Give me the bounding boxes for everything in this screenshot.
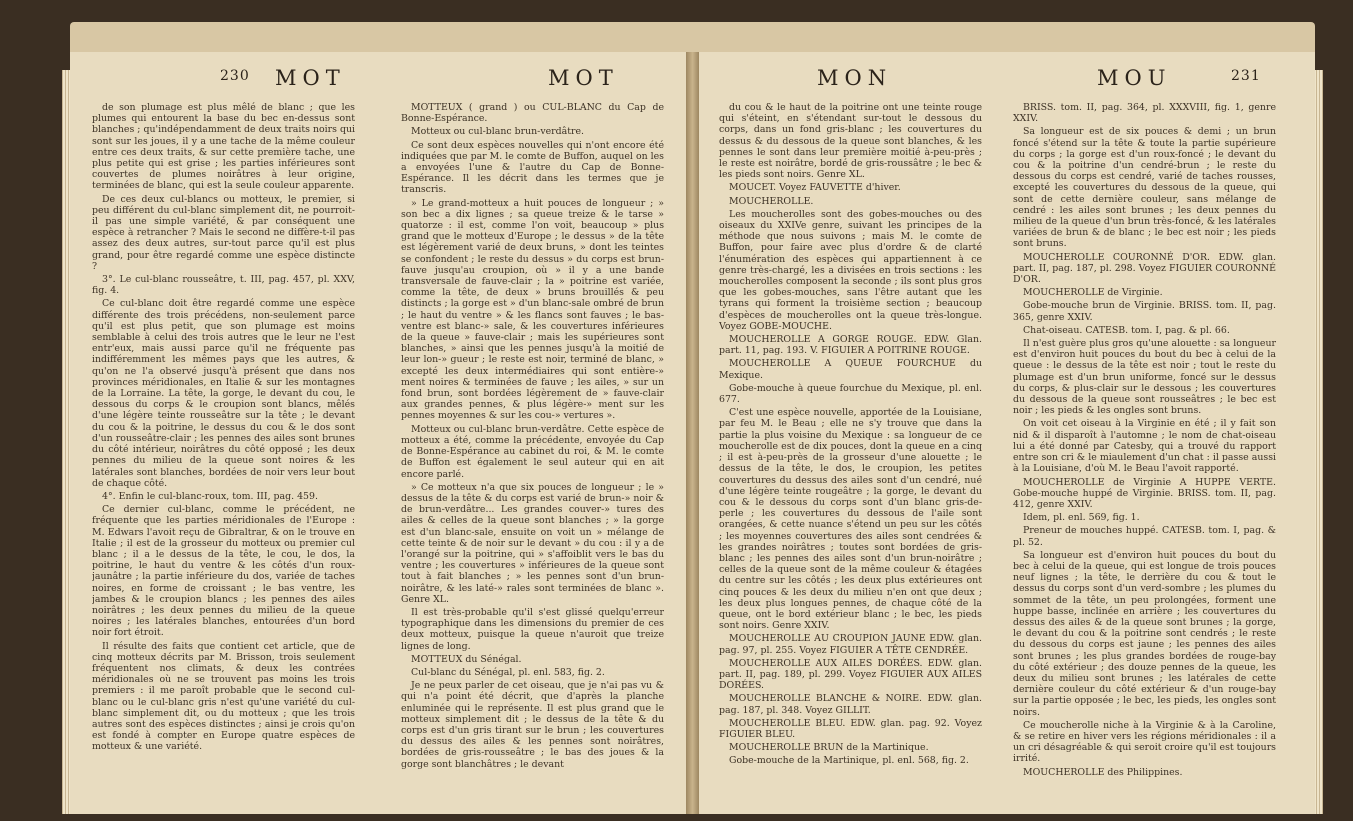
- paragraph: De ces deux cul-blancs ou motteux, le premier, si peu différent du cul-blanc simplement dit, ne pourroit-il pas une simple variété, & par conséquent une espèce à retrancher ? Mais le second ne diffère-t-il pas assez des deux autres, sur-tout parce qu'il est plus grand, pour être regardé comme une espèce distincte ?: [92, 193, 355, 272]
- paragraph: Ce cul-blanc doit être regardé comme une espèce différente des trois précédens, non-seulement parce qu'il est plus petit, que son plumage est moins semblable à celui des trois autres que le leur ne l'est entr'eux, mais aussi parce qu'il ne fréquente pas indifféremment les mêmes pays que les autres, & qu'on ne l'a observé jusqu'à présent que dans nos provinces méridionales, en Italie & sur les montagnes de la Lorraine. La tête, la gorge, le devant du cou, le dessous du corps & le croupion sont blancs, mêlés d'une légère teinte rousseâtre sur la tête ; le devant du cou & la poitrine, le dessus du cou & le dos sont d'un rousseâtre-clair ; les pennes des ailes sont brunes du côté intérieur, noirâtres du côté opposé ; les deux pennes du milieu de la queue sont noires & les latérales sont blanches, bordées de noir vers leur bout de chaque côté.: [92, 298, 355, 489]
- paragraph: Chat-oiseau. CATESB. tom. I, pag. & pl. 66.: [1023, 324, 1230, 336]
- paragraph: MOUCHEROLLE AUX AILES DORÉES. EDW. glan. part. II, pag. 189, pl. 299. Voyez FIGUIER AUX AILES DORÉES.: [719, 657, 982, 692]
- paragraph: Sa longueur est d'environ huit pouces du bout du bec à celui de la queue, qui est longue de trois pouces neuf lignes ; la tête, le derrière du cou & tout le dessus du corps sont d'un verd-sombre ; les plumes du sommet de la tête, un peu prolongées, forment une huppe basse, inclinée en arrière ; les couvertures du dessus des ailes & de la queue sont brunes ; la gorge, le devant du cou & la poitrine sont cendrés ; le reste du dessous du corps est jaune ; les pennes des ailes sont brunes ; les plus grandes bordées de rouge-bay du côté extérieur ; des douze pennes de la queue, les deux du milieu sont brunes ; les latérales de cette dernière couleur du côté extérieur & d'un rouge-bay sur la partie opposée ; le bec, les pieds, les ongles sont noirs.: [1013, 549, 1276, 718]
- paragraph: MOUCHEROLLE AU CROUPION JAUNE EDW. glan. pag. 97, pl. 255. Voyez FIGUIER A TÊTE CENDRÉE.: [719, 633, 982, 656]
- left-column-1: [92, 102, 355, 802]
- paragraph: Il est très-probable qu'il s'est glissé quelqu'erreur typographique dans les dimensions du premier de ces deux motteux, puisque la queue n'auroit que treize lignes de long.: [401, 606, 664, 652]
- right-head-word-1: MON: [817, 66, 893, 90]
- paragraph: Il résulte des faits que contient cet article, que de cinq motteux décrits par M. Brisson, trois seulement fréquentent nos climats, & deux les contrées méridionales où ne se trouvent pas moins les trois premiers : il me paroît probable que le second cul-blanc ou le cul-blanc gris n'est qu'une variété du cul-blanc simplement dit, ou du motteux ; que les trois autres sont des espèces distinctes ; ainsi je crois qu'on est fondé à compter en Europe quatre espèces de motteux & une variété.: [92, 640, 355, 753]
- paragraph: MOUCHEROLLE COURONNÉ D'OR. EDW. glan. part. II, pag. 187, pl. 298. Voyez FIGUIER COURONNÉ D'OR.: [1013, 251, 1276, 286]
- paragraph: Gobe-mouche à queue fourchue du Mexique, pl. enl. 677.: [719, 382, 982, 406]
- paragraph: MOUCHEROLLE A GORGE ROUGE. EDW. Glan. part. 11, pag. 193. V. FIGUIER A POITRINE ROUGE.: [719, 334, 982, 357]
- paragraph: BRISS. tom. II, pag. 364, pl. XXXVIII, fig. 1, genre XXIV.: [1013, 102, 1276, 125]
- paragraph: MOUCHEROLLE BLANCHE & NOIRE. EDW. glan. pag. 187, pl. 348. Voyez GILLIT.: [719, 693, 982, 716]
- paragraph: MOUCHEROLLE des Philippines.: [1023, 766, 1183, 778]
- right-head-word-2: MOU: [1097, 66, 1172, 90]
- paragraph: » Le grand-motteux a huit pouces de longueur ; » son bec a dix lignes ; sa queue treize & le tarse » quatorze : il est, comme l'on voit, beaucoup » plus grand que le motteux d'Europe ; le dessus » de la tête est légèrement varié de deux bruns, » dont les teintes se confondent ; le reste du dessus » du corps est brun-fauve jusqu'au croupion, où » il y a une bande transversale de fauve-clair ; la » poitrine est variée, comme la tête, de deux » bruns brouillés & peu distincts ; la gorge est » d'un blanc-sale ombré de brun ; le haut du ventre » & les flancs sont fauves ; le bas-ventre est blanc-» sale, & les couvertures inférieures de la queue » fauve-clair ; mais les supérieures sont blanches, » ainsi que les pennes jusqu'à la moitié de leur lon-» gueur ; le reste est noir, terminé de blanc, » excepté les deux intermédiaires qui sont entière-» ment noires & terminées de fauve ; les ailes, » sur un fond brun, sont bordées légèrement de » fauve-clair aux grandes pennes, & plus légère-» ment sur les pennes moyennes & sur les cou-» vertures ».: [401, 197, 664, 422]
- paragraph: MOTTEUX du Sénégal.: [411, 653, 522, 665]
- paragraph: Je ne peux parler de cet oiseau, que je n'ai pas vu & qui n'a point été décrit, que d'après la planche enluminée qui le représente. Il est plus grand que le motteux simplement dit ; le dessus de la tête & du corps est d'un gris tirant sur le brun ; les couvertures du dessus des ailes & les pennes sont noirâtres, bordées de gris-rousseâtre ; le bas des joues & la gorge sont blanchâtres ; le devant: [401, 680, 664, 770]
- paragraph: Ce dernier cul-blanc, comme le précédent, ne fréquente que les parties méridionales de l'Europe : M. Edwars l'avoit reçu de Gibraltrar, & on le trouve en Italie ; il est de la grosseur du motteux ou premier cul blanc ; il a le dessus de la tête, le cou, le dos, la poitrine, le haut du ventre & les côtés d'un roux-jaunâtre ; la partie inférieure du dos, variée de taches noires, en forme de croissant ; le bas ventre, les jambes & le croupion blancs ; les pennes des ailes noirâtres ; les deux pennes du milieu de la queue noires ; les latérales blanches, entourées d'un bord noir fort étroit.: [92, 504, 355, 639]
- paragraph: MOUCHEROLLE BLEU. EDW. glan. pag. 92. Voyez FIGUIER BLEU.: [719, 717, 982, 740]
- paragraph: Idem, pl. enl. 569, fig. 1.: [1023, 512, 1140, 524]
- left-page-number: 230: [220, 68, 250, 84]
- paragraph: Cul-blanc du Sénégal, pl. enl. 583, fig. 2.: [411, 666, 605, 678]
- paragraph: MOUCHEROLLE de Virginie A HUPPE VERTE. Gobe-mouche huppé de Virginie. BRISS. tom. II, pag. 412, genre XXIV.: [1013, 476, 1276, 510]
- right-column-2: [1013, 102, 1276, 802]
- paragraph: Ce moucherolle niche à la Virginie & à la Caroline, & se retire en hiver vers les régions méridionales : il a un cri désagréable & qui seroit croire qu'il est toujours irrité.: [1013, 719, 1276, 765]
- left-column-2: [401, 102, 664, 802]
- left-running-head: [70, 66, 686, 96]
- paragraph: » Ce motteux n'a que six pouces de longueur ; le » dessus de la tête & du corps est varié de brun-» noir & de brun-verdâtre... Les grandes couver-» tures des ailes & celles de la queue sont blanches ; » la gorge est d'un blanc-sale, ensuite on voit un » mélange de cette teinte & de noir sur le devant » du cou : il y a de l'orangé sur la poitrine, qui » s'affoiblit vers le bas du ventre ; les couvertures » inférieures de la queue sont tout à fait blanches ; » les pennes sont d'un brun-noirâtre, & les laté-» rales sont terminées de blanc ». Genre XL.: [401, 481, 664, 605]
- paragraph: du cou & le haut de la poitrine ont une teinte rouge qui s'éteint, en s'étendant sur-tout le dessous du corps, dans un fond gris-blanc ; les couvertures du dessus & du dessous de la queue sont blanches, & les pennes le sont dans leur première moitié à-peu-près ; le reste est noirâtre, bordé de gris-roussâtre ; le bec & les pieds sont noirs. Genre XL.: [719, 102, 982, 181]
- paragraph: MOTTEUX ( grand ) ou CUL-BLANC du Cap de Bonne-Espérance.: [401, 102, 664, 125]
- paragraph: MOUCHEROLLE A QUEUE FOURCHUE du Mexique.: [719, 358, 982, 381]
- paragraph: 4°. Enfin le cul-blanc-roux, tom. III, pag. 459.: [102, 490, 318, 502]
- paragraph: On voit cet oiseau à la Virginie en été ; il y fait son nid & il disparoît à l'automne ; le nom de chat-oiseau lui a été donné par Catesby, qui a trouvé du rapport entre son cri & le miaulement d'un chat : il passe aussi à la Louisiane, d'où M. le Beau l'avoit rapporté.: [1013, 418, 1276, 475]
- paragraph: 3°. Le cul-blanc rousseâtre, t. III, pag. 457, pl. XXV, fig. 4.: [92, 274, 355, 297]
- paragraph: MOUCHEROLLE.: [729, 195, 814, 207]
- right-running-head: [699, 66, 1315, 96]
- left-head-word-1: MOT: [275, 66, 346, 90]
- right-page: [699, 52, 1315, 814]
- open-book: [70, 22, 1315, 814]
- paragraph: Gobe-mouche de la Martinique, pl. enl. 568, fig. 2.: [729, 755, 969, 767]
- paragraph: Motteux ou cul-blanc brun-verdâtre.: [411, 126, 585, 138]
- paragraph: Sa longueur est de six pouces & demi ; un brun foncé s'étend sur la tête & toute la partie supérieure du corps ; la gorge est d'un roux-foncé ; le devant du cou & la poitrine d'un cendré-brun ; le reste du dessous du corps est cendré, varié de taches rousses, excepté les couvertures du dessous de la queue, qui sont de cette dernière couleur, sans mélange de cendré : les ailes sont brunes ; les deux pennes du milieu de la queue d'un brun très-foncé, & les latérales variées de brun & de blanc ; le bec est noir ; les pieds sont bruns.: [1013, 126, 1276, 250]
- right-page-number: 231: [1231, 68, 1261, 84]
- paragraph: Preneur de mouches huppé. CATESB. tom. I, pag. & pl. 52.: [1013, 525, 1276, 548]
- paragraph: MOUCET. Voyez FAUVETTE d'hiver.: [729, 182, 901, 194]
- paragraph: MOUCHEROLLE de Virginie.: [1023, 287, 1163, 299]
- right-column-1: [719, 102, 982, 802]
- paragraph: de son plumage est plus mêlé de blanc ; que les plumes qui entourent la base du bec en-dessus sont blanches ; qu'indépendamment de deux traits noirs qui sont sur les joues, il y a une tache de la même couleur entre ces deux traits, & sur cette première tache, une plus petite qui est grise ; les parties inférieures sont couvertes de plumes noirâtres à leur origine, terminées de blanc, qui est la seule couleur apparente.: [92, 102, 355, 192]
- paragraph: MOUCHEROLLE BRUN de la Martinique.: [729, 742, 929, 754]
- paragraph: Motteux ou cul-blanc brun-verdâtre. Cette espèce de motteux a été, comme la précédente, envoyée du Cap de Bonne-Espérance au cabinet du roi, & M. le comte de Buffon est également le seul auteur qui en ait encore parlé.: [401, 423, 664, 480]
- paragraph: Gobe-mouche brun de Virginie. BRISS. tom. II, pag. 365, genre XXIV.: [1013, 300, 1276, 323]
- left-page: [70, 52, 687, 814]
- book-gutter: [686, 52, 699, 814]
- paragraph: Ce sont deux espèces nouvelles qui n'ont encore été indiquées que par M. le comte de Buffon, auquel on les a envoyées l'une & l'autre du Cap de Bonne-Espérance. Il les décrit dans les termes que je transcris.: [401, 139, 664, 196]
- paragraph: Les moucherolles sont des gobes-mouches ou des oiseaux du XXIVe genre, suivant les principes de la méthode que nous suivons ; mais M. le comte de Buffon, pour faire avec plus d'ordre & de clarté l'énumération des espèces qui appartiennent à ce genre très-chargé, les a divisées en trois sections : les moucherolles composent la seconde ; ils sont plus gros que les gobes-mouches, sans l'être autant que les tyrans qui forment la troisième section ; beaucoup d'espèces de moucherolles ont la queue très-longue. Voyez GOBE-MOUCHE.: [719, 208, 982, 332]
- paragraph: Il n'est guère plus gros qu'une alouette : sa longueur est d'environ huit pouces du bout du bec à celui de la queue : le dessus de la tête est noir ; tout le reste du plumage est d'un brun uniforme, foncé sur le dessus du corps, & plus-clair sur le dessous ; les couvertures du dessous de la queue sont rousseâtres ; le bec est noir ; les pieds & les ongles sont bruns.: [1013, 338, 1276, 417]
- paragraph: C'est une espèce nouvelle, apportée de la Louisiane, par feu M. le Beau ; elle ne s'y trouve que dans la partie la plus voisine du Mexique : sa longueur de ce moucherolle est de dix pouces, dont la queue en a cinq ; il est à-peu-près de la grosseur d'une alouette ; le dessus de la tête, le dos, le croupion, les petites couvertures du dessus des ailes sont d'un cendré, nué d'une légère teinte rougeâtre ; la gorge, le devant du cou & le dessous du corps sont d'un blanc gris-de-perle ; les couvertures du dessous de l'aile sont orangées, & cette nuance s'étend un peu sur les côtés ; les moyennes couvertures des ailes sont cendrées & les grandes noirâtres ; toutes sont bordées de gris-blanc ; les pennes des ailes sont d'un brun-noirâtre ; celles de la queue sont de la même couleur & étagées du centre sur les côtés ; les deux plus extérieures ont cinq pouces & les deux du milieu n'en ont que deux ; les deux plus longues pennes, de chaque côté de la queue, ont le bord extérieur blanc ; le bec, les pieds sont noirs. Genre XXIV.: [719, 407, 982, 632]
- left-head-word-2: MOT: [548, 66, 619, 90]
